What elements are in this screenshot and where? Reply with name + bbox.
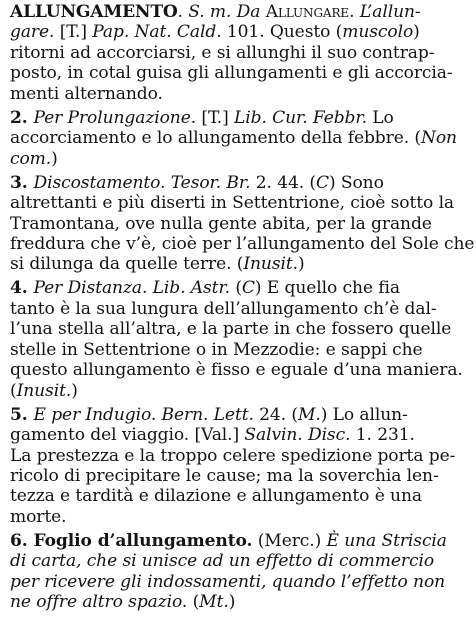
text-run: C [241,278,255,299]
text-run: accorciamento e lo allungamento della febbre. ( [10,128,421,149]
text-run: 1. 231. [350,425,415,446]
text-run: (Merc.) [252,530,327,551]
text-run: ) E quello che fia [254,278,400,299]
text-line [10,486,470,506]
text-run: La prestezza e la troppo celere spedizione porta pe- [10,445,456,466]
text-run: di carta, che si unisce ad un effetto di commercio [10,551,435,572]
text-run: . [177,2,189,22]
text-run: [T.] [196,107,234,128]
text-run: gamento del viaggio. [Val.] [10,425,245,446]
text-run: ( [187,592,200,613]
text-line [10,507,470,527]
text-run: Inusit. [243,254,298,275]
sense-5 [10,405,470,528]
text-line [10,63,470,83]
text-line [10,214,470,234]
text-run: ricolo di precipitare le cause; ma la soverchia len- [10,465,439,486]
text-run: Lo [366,107,394,128]
text-line [10,149,470,169]
text-line [10,2,470,22]
text-run: 2. 44. ( [250,172,316,193]
text-run: Pap. Nat. Cald. [92,22,222,43]
text-run: M. [297,404,321,425]
text-line [10,531,470,551]
text-line [10,193,470,213]
text-run: ) Lo allun- [320,404,408,425]
text-run: C [315,172,329,193]
text-run: S. m. Da [188,2,266,22]
text-run: Salvin. Disc. [244,425,351,446]
text-run: . [T.] [49,22,93,43]
text-run: ) [297,254,305,275]
text-run: tezza e tardità e dilazione e allungamento è una [10,486,422,507]
text-run: ) [413,22,420,43]
text-run: ) [51,148,58,169]
text-run: morte. [10,506,67,527]
text-run: 101. Questo ( [221,22,343,43]
text-run: altrettanti e più diserti in Settentrione, cioè sotto la [10,193,455,214]
text-line [10,173,470,193]
text-run: ) Sono [328,172,384,193]
text-line [10,572,470,592]
text-line [10,466,470,486]
text-run: tanto è la sua lungura dell’allungamento ch’è dal- [10,298,437,319]
sense-label: 3. [10,172,34,193]
text-run: 24. ( [253,404,298,425]
text-line [10,254,470,274]
text-run: Mt. [199,592,229,613]
text-run: ne offre altro spazio. [10,592,188,613]
text-run: Inusit. [16,380,72,401]
text-run: ( [10,380,17,401]
sense-3 [10,172,475,275]
text-line [10,22,470,42]
text-run: ( [229,278,242,299]
sense-label: 2. [10,107,34,128]
text-line [10,278,470,298]
text-run: menti alternando. [10,83,163,104]
text-line [10,108,470,128]
sense-label: 5. [10,404,34,425]
text-run: Non [420,128,457,149]
text-line [10,381,470,401]
sense-2 [10,108,470,169]
text-run: si dilunga da quelle terre. ( [10,254,244,275]
headword: ALLUNGAMENTO [10,2,178,22]
sense-label: 4. [10,278,34,299]
text-line [10,43,470,63]
text-run: Discostamento. Tesor. Br. [33,172,251,193]
headword-definition [10,2,470,104]
text-line [10,128,470,148]
text-line [10,360,470,380]
text-run: ) [228,592,236,613]
text-run: per ricevere gli indossamenti, quando l’effetto non [10,571,446,592]
sense-6 [10,531,470,613]
text-run: ritorni ad accorciarsi, e si allunghi il suo contrap- [10,42,435,63]
text-run: Per Distanza. Lib. Astr. [33,278,230,299]
text-run: com. [10,148,52,169]
text-line [10,299,470,319]
text-line [10,319,470,339]
text-line [10,592,470,612]
text-line [10,84,470,104]
text-run: l’una stella all’altra, e la parte in che fossero quelle [10,319,452,340]
text-line [10,551,470,571]
text-run: Allungare [265,2,350,22]
text-run: È una Striscia [326,530,447,551]
sense-label: 6. Foglio d’allungamento. [10,530,253,551]
text-run: Tramontana, ove nulla gente abita, per la grande [10,213,432,234]
text-run: L’allun- [359,2,421,22]
text-line [10,405,470,425]
text-run: Lib. Cur. Febbr. [234,107,367,128]
text-line [10,340,470,360]
dictionary-entry-allungamento [10,2,475,613]
text-run: muscolo [342,22,414,43]
text-run: freddura che v’è, cioè per l’allungamento del Sole che [10,233,475,254]
text-run: gare [10,22,50,43]
text-run: questo allungamento è fisso e eguale d’una maniera. [10,360,463,381]
sense-4 [10,278,470,401]
text-run: posto, in cotal guisa gli allungamenti e gli accorcia- [10,63,453,84]
text-line [10,233,475,254]
text-line [10,446,470,466]
text-run: . [349,2,360,22]
text-run: stelle in Settentrione o in Mezzodie: e sappi che [10,339,423,360]
text-line [10,425,470,445]
text-run: Per Prolungazione. [33,107,197,128]
text-run: E per Indugio. Bern. Lett. [33,404,254,425]
text-run: ) [71,380,78,401]
